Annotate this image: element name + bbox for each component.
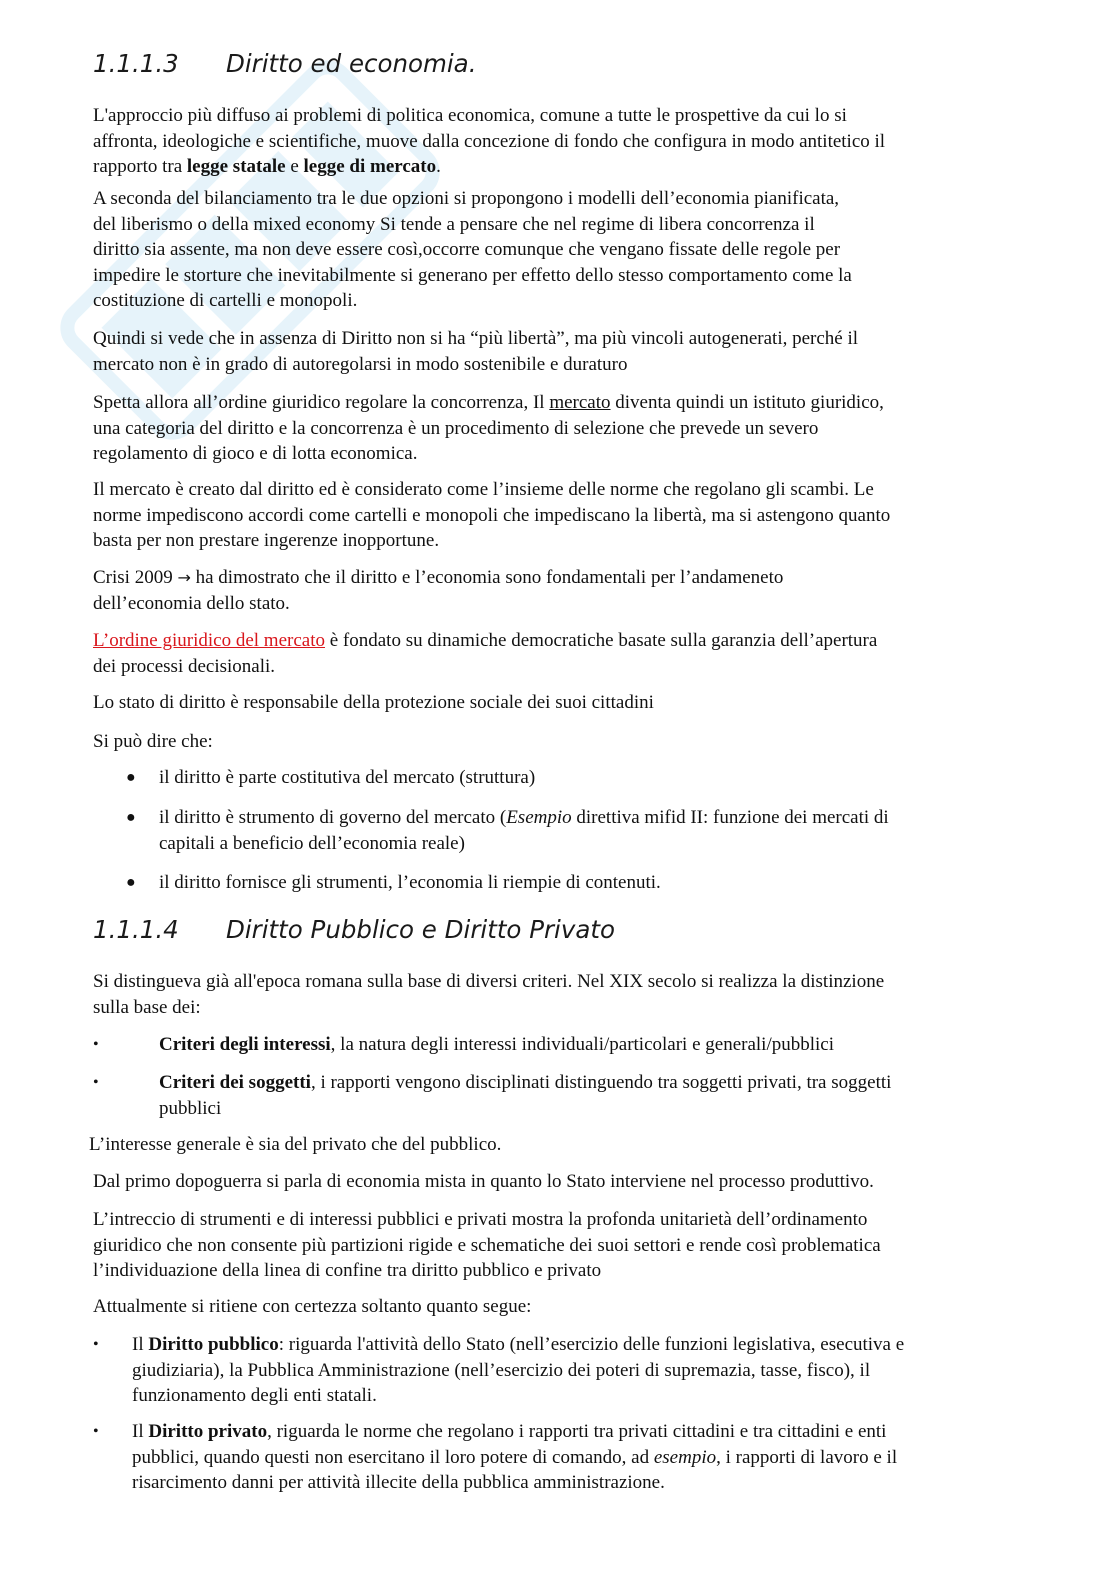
text-line: Il Diritto pubblico: riguarda l'attività dello Stato (nell’esercizio delle funzioni legislativa, esecutiva e [132, 1334, 905, 1355]
text-line: una categoria del diritto e la concorrenza è un procedimento di selezione che prevede un severo [93, 417, 819, 439]
list-item [132, 1419, 897, 1496]
bold-term: Criteri degli interessi [159, 1034, 331, 1055]
text-line: norme impediscono accordi come cartelli e monopoli che impediscano la libertà, ma si astengono quanto [93, 504, 891, 526]
list-item [159, 1070, 891, 1121]
paragraph [93, 628, 1043, 679]
text-line: L’interesse generale è sia del privato che del pubblico. [89, 1134, 502, 1155]
text-line: Spetta allora all’ordine giuridico regolare la concorrenza, Il mercato diventa quindi un istituto giuridico, [93, 392, 884, 413]
text-line: L’ordine giuridico del mercato è fondato su dinamiche democratiche basate sulla garanzia dell’apertura [93, 630, 878, 651]
text-line: Attualmente si ritiene con certezza soltanto quanto segue: [93, 1296, 532, 1317]
bullet-icon: • [93, 1036, 99, 1053]
bold-term: Criteri dei soggetti [159, 1072, 311, 1093]
bullet-icon: • [93, 1423, 99, 1440]
paragraph [93, 103, 1043, 180]
paragraph [93, 1294, 1043, 1320]
text-line: Criteri degli interessi, la natura degli interessi individuali/particolari e generali/pubblici [159, 1034, 835, 1055]
bullet-icon: • [93, 1336, 99, 1353]
text-line: Si distingueva già all'epoca romana sulla base di diversi criteri. Nel XIX secolo si realizza la distinzione [93, 971, 885, 992]
text-line: affronta, ideologiche e scientifiche, muove dalla concezione di fondo che configura in modo antitetico il [93, 130, 886, 152]
text-line: A seconda del bilanciamento tra le due opzioni si propongono i modelli dell’economia pianificata, [93, 188, 840, 209]
text-line: giudiziaria), la Pubblica Amministrazione (nell’esercizio dei poteri di supremazia, tasse, fisco), il [132, 1359, 871, 1381]
list-item [159, 1032, 834, 1058]
paragraph [93, 1207, 1043, 1284]
italic-term: esempio [653, 1446, 717, 1468]
text-line: giuridico che non consente più partizioni rigide e schematiche dei suoi settori e rende così problematica [93, 1234, 881, 1256]
section-heading [93, 49, 476, 79]
text-line: il diritto è parte costitutiva del mercato (struttura) [159, 767, 536, 788]
text-line: basta per non prestare ingerenze inopportune. [93, 530, 440, 551]
bold-term: Diritto pubblico [148, 1334, 279, 1355]
text-line: dei processi decisionali. [93, 655, 276, 677]
list-item [132, 1332, 904, 1409]
bold-term: Diritto privato [148, 1421, 268, 1442]
text-line: Dal primo dopoguerra si parla di economia mista in quanto lo Stato interviene nel processo produttivo. [93, 1171, 874, 1192]
paragraph [89, 1132, 1039, 1158]
section-title: Diritto Pubblico e Diritto Privato [226, 915, 615, 944]
section-number: 1.1.1.4 [93, 915, 179, 944]
bold-term: legge di mercato [303, 156, 437, 177]
paragraph [93, 1169, 1043, 1195]
bullet-icon: • [93, 1074, 99, 1091]
bullet-icon: ● [126, 769, 136, 786]
paragraph [93, 326, 1043, 377]
text-line: del liberismo o della mixed economy Si tende a pensare che nel regime di libera concorrenza il [93, 213, 815, 235]
paragraph [93, 690, 1043, 716]
text-line: mercato non è in grado di autoregolarsi in modo sostenibile e duraturo [93, 353, 628, 375]
list-item [159, 870, 661, 896]
text-line: L'approccio più diffuso ai problemi di politica economica, comune a tutte le prospettive da cui lo si [93, 105, 847, 126]
bold-term: legge statale [186, 156, 286, 177]
text-line: Crisi 2009 → ha dimostrato che il diritto e l’economia sono fondamentali per l’andameneto [93, 567, 784, 588]
text-line: regolamento di gioco e di lotta economica. [93, 443, 418, 464]
text-line: risarcimento danni per attività illecite della pubblica amministrazione. [132, 1472, 665, 1493]
list-item [159, 805, 889, 856]
text-line: Lo stato di diritto è responsabile della protezione sociale dei suoi cittadini [93, 692, 654, 713]
text-line: diritto sia assente, ma non deve essere così,occorre comunque che vengano fissate delle regole per [93, 239, 841, 260]
right-arrow-icon: → [177, 568, 191, 587]
text-line: Il Diritto privato, riguarda le norme che regolano i rapporti tra privati cittadini e tra cittadini e enti [132, 1421, 887, 1442]
italic-term: Esempio [506, 807, 572, 828]
paragraph [93, 477, 1043, 554]
text-line: L’intreccio di strumenti e di interessi pubblici e privati mostra la profonda unitarietà dell’ordinamento [93, 1209, 868, 1230]
paragraph [93, 390, 1043, 467]
text-line: pubblici [159, 1097, 222, 1119]
text-line: sulla base dei: [93, 996, 201, 1018]
section-title: Diritto ed economia. [226, 49, 477, 78]
text-line: Quindi si vede che in assenza di Diritto non si ha “più libertà”, ma più vincoli autogenerati, perché il [93, 328, 859, 349]
text-line: impedire le storture che inevitabilmente si generano per effetto dello stesso comportamento come la [93, 264, 852, 286]
text-line: dell’economia dello stato. [93, 592, 290, 614]
text-line: Si può dire che: [93, 731, 213, 752]
highlighted-term: L’ordine giuridico del mercato [93, 630, 325, 651]
text-line: Criteri dei soggetti, i rapporti vengono disciplinati distinguendo tra soggetti privati, tra soggetti [159, 1072, 892, 1093]
paragraph [93, 186, 1043, 314]
section-number: 1.1.1.3 [93, 49, 179, 78]
text-line: funzionamento degli enti statali. [132, 1385, 377, 1406]
text-line: il diritto fornisce gli strumenti, l’economia li riempie di contenuti. [159, 872, 661, 893]
list-item [159, 765, 535, 791]
paragraph [93, 969, 1043, 1020]
text-line: capitali a beneficio dell’economia reale) [159, 832, 465, 854]
paragraph [93, 729, 1043, 755]
text-line: rapporto tra legge statale e legge di mercato. [93, 156, 441, 177]
text-line: costituzione di cartelli e monopoli. [93, 290, 358, 311]
text-line: Il mercato è creato dal diritto ed è considerato come l’insieme delle norme che regolano gli scambi. Le [93, 479, 874, 500]
paragraph [93, 565, 1043, 616]
text-line: pubblici, quando questi non esercitano il loro potere di comando, ad esempio, i rapporti di lavoro e il [132, 1446, 898, 1468]
section-heading [93, 915, 615, 945]
bullet-icon: ● [126, 809, 136, 826]
bullet-icon: ● [126, 874, 136, 891]
underlined-term: mercato [549, 392, 611, 413]
text-line: l’individuazione della linea di confine tra diritto pubblico e privato [93, 1260, 602, 1281]
text-line: il diritto è strumento di governo del mercato (Esempio direttiva mifid II: funzione dei mercati di [159, 807, 889, 828]
